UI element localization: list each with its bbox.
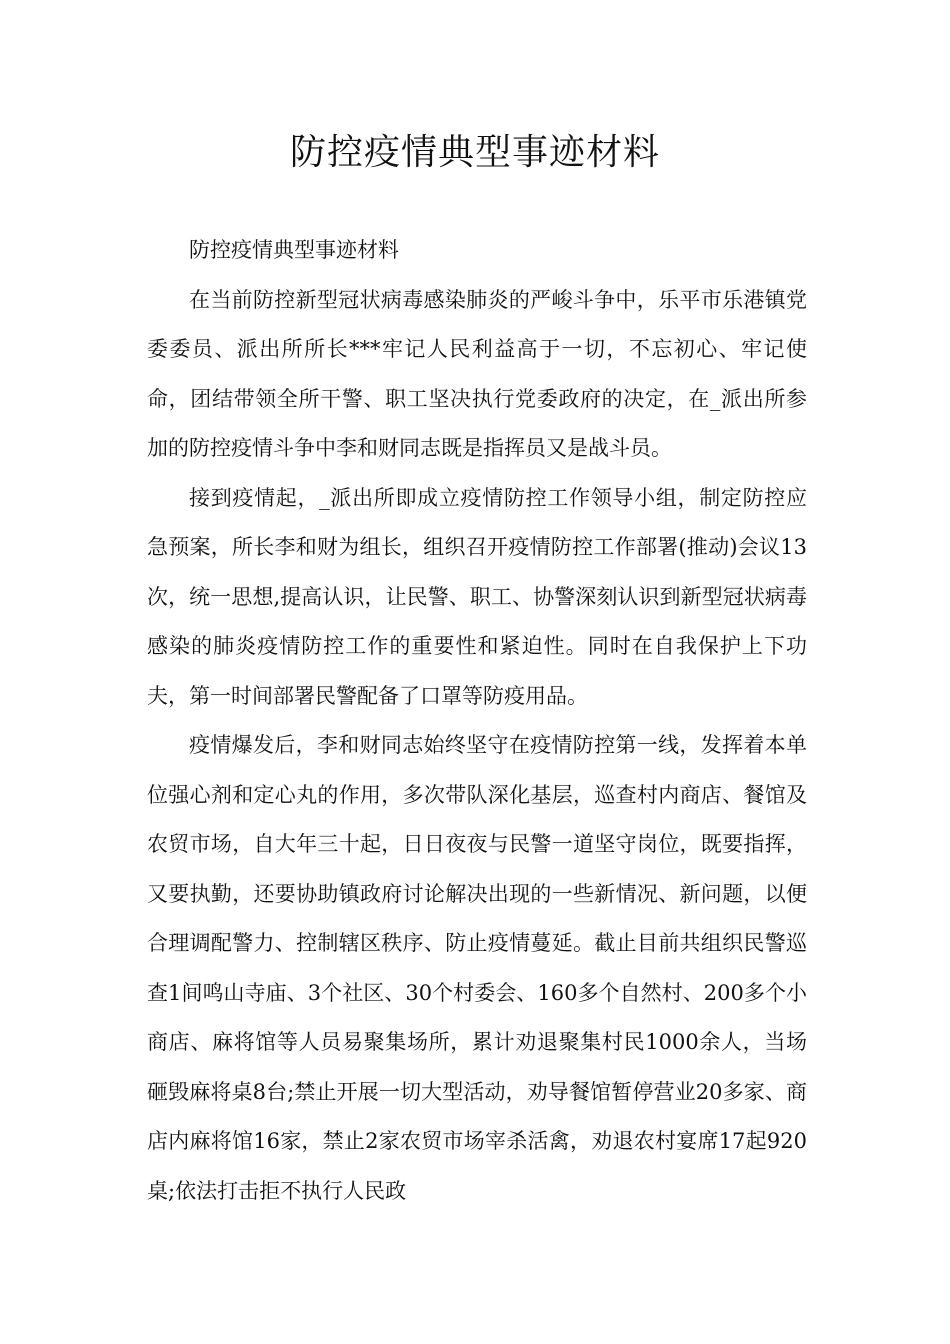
paragraph: 接到疫情起，_派出所即成立疫情防控工作领导小组，制定防控应急预案，所长李和财为组长，组织召开疫情防控工作部署(推动)会议13次，统一思想,提高认识，让民警、职工、协警深刻认识到新型冠状病毒感染的肺炎疫情防控工作的重要性和紧迫性。同时在自我保护上下功夫，第一时间部署民警配备了口罩等防疫用品。: [147, 485, 807, 708]
paragraph: 防控疫情典型事迹材料: [189, 238, 399, 262]
document-body: [147, 226, 807, 1216]
document-title: 防控疫情典型事迹材料: [289, 132, 660, 173]
paragraph: 在当前防控新型冠状病毒感染肺炎的严峻斗争中，乐平市乐港镇党委委员、派出所所长***牢记人民利益高于一切，不忘初心、牢记使命，团结带领全所干警、职工坚决执行党委政府的决定，在_派出所参加的防控疫情斗争中李和财同志既是指挥员又是战斗员。: [147, 287, 807, 460]
paragraph: 疫情爆发后，李和财同志始终坚守在疫情防控第一线，发挥着本单位强心剂和定心丸的作用，多次带队深化基层，巡查村内商店、餐馆及农贸市场，自大年三十起，日日夜夜与民警一道坚守岗位，既要指挥，又要执勤，还要协助镇政府讨论解决出现的一些新情况、新问题，以便合理调配警力、控制辖区秩序、防止疫情蔓延。截止目前共组织民警巡查1间鸣山寺庙、3个社区、30个村委会、160多个自然村、200多个小商店、麻将馆等人员易聚集场所，累计劝退聚集村民1000余人，当场砸毁麻将桌8台;禁止开展一切大型活动，劝导餐馆暂停营业20多家、商店内麻将馆16家，禁止2家农贸市场宰杀活禽，劝退农村宴席17起920桌;依法打击拒不执行人民政: [147, 733, 807, 1203]
